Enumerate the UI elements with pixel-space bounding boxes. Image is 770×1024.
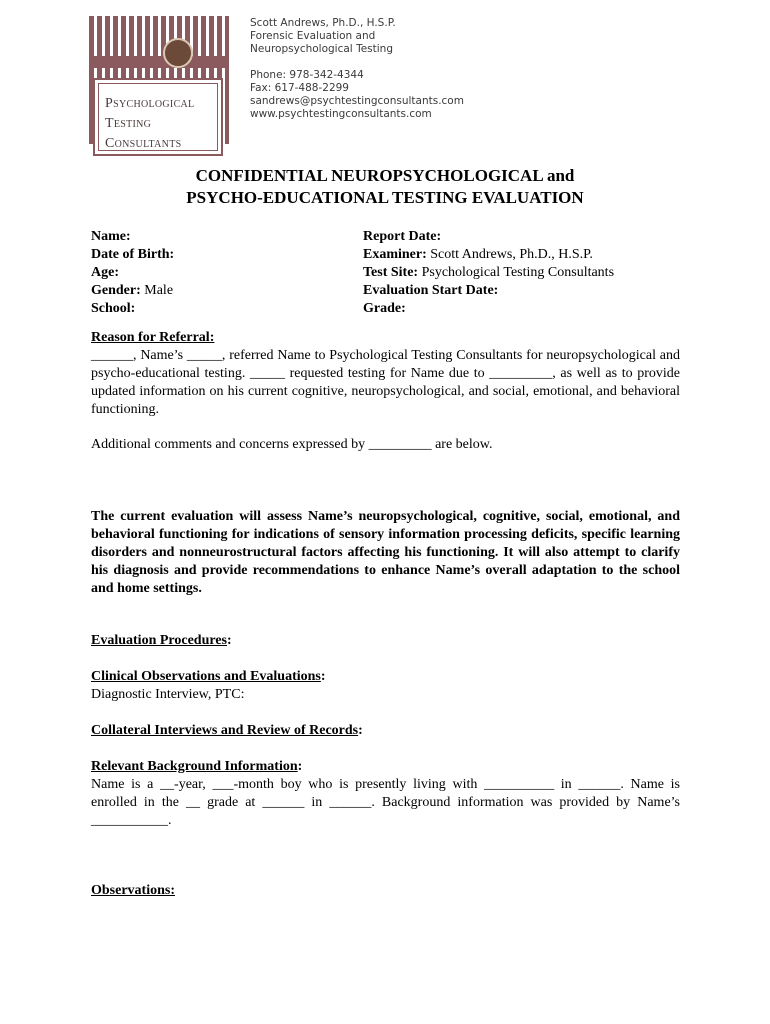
grade-label: Grade: <box>363 301 406 316</box>
report-date-label: Report Date: <box>363 229 442 244</box>
letterhead-title-1: Forensic Evaluation and <box>250 30 376 42</box>
gender-label: Gender: <box>91 283 141 298</box>
school-label: School: <box>91 301 136 316</box>
logo-ribbon <box>89 56 229 68</box>
background-section: Relevant Background Information: Name is a __-year, ___-month boy who is presently living with __________ in ______. Name is enrolled in the __ grade at ______ in ______. Background information was provided by Name’s ___________. <box>91 759 680 828</box>
clinical-text: Diagnostic Interview, PTC: <box>91 687 245 702</box>
examiner-value: Scott Andrews, Ph.D., H.S.P. <box>426 247 593 262</box>
letterhead-contact <box>250 69 464 121</box>
examiner-label: Examiner: <box>363 247 427 262</box>
referral-text: ______, Name’s _____, referred Name to Psychological Testing Consultants for neuropsychological and psycho-educational testing. _____ requested testing for Name due to _________, as well as to provide updated information on his current cognitive, neuropsychological, and social, emotional, and behavioral functioning. <box>91 348 680 417</box>
letterhead-identity <box>250 17 396 56</box>
referral-section <box>91 329 680 419</box>
client-info <box>91 228 174 318</box>
report-info <box>363 228 614 318</box>
procedures-heading-text: Evaluation Procedures <box>91 633 227 648</box>
background-text: Name is a __-year, ___-month boy who is presently living with __________ in ______. Name is enrolled in the __ grade at ______ in ______. Background information was provided by Name’s ___________. <box>91 777 680 828</box>
age-label: Age: <box>91 265 119 280</box>
gender-value: Male <box>140 283 174 298</box>
procedures-heading: Evaluation Procedures: <box>91 633 232 648</box>
observations-heading-text: Observations: <box>91 883 175 898</box>
assessment-statement: The current evaluation will assess Name’s neuropsychological, cognitive, social, emotional, and behavioral functioning for indications of sensory information processing deficits, specific learning disorders and nonneurostructural factors affecting his functioning. It will also attempt to clarify his diagnosis and provide recommendations to enhance Name’s overall adaptation to the school and home settings. <box>91 509 680 596</box>
company-logo <box>89 16 229 151</box>
test-site-label: Test Site: <box>363 265 419 280</box>
name-label: Name: <box>91 229 131 244</box>
logo-box <box>93 78 223 156</box>
background-heading: Relevant Background Information <box>91 759 298 774</box>
title-line-2: PSYCHO-EDUCATIONAL TESTING EVALUATION <box>186 188 584 207</box>
logo-text-line-1: Psychological <box>105 96 195 111</box>
eval-start-label: Evaluation Start Date: <box>363 283 499 298</box>
logo-text-line-2: Testing <box>105 116 152 131</box>
letterhead-website[interactable]: www.psychtestingconsultants.com <box>250 108 432 120</box>
letterhead-fax: Fax: 617-488-2299 <box>250 82 349 94</box>
logo-seal-icon <box>163 38 193 68</box>
logo-text-line-3: Consultants <box>105 136 182 151</box>
observations-heading <box>91 882 680 900</box>
clinical-section: Clinical Observations and Evaluations: Diagnostic Interview, PTC: <box>91 668 680 704</box>
letterhead-name: Scott Andrews, Ph.D., H.S.P. <box>250 17 396 29</box>
additional-comments: Additional comments and concerns expressed by _________ are below. <box>91 437 493 452</box>
document-title <box>0 165 770 209</box>
letterhead-email[interactable]: sandrews@psychtestingconsultants.com <box>250 95 464 107</box>
dob-label: Date of Birth: <box>91 247 175 262</box>
clinical-heading: Clinical Observations and Evaluations <box>91 669 321 684</box>
referral-heading: Reason for Referral: <box>91 330 215 345</box>
title-line-1: CONFIDENTIAL NEUROPSYCHOLOGICAL and <box>195 166 575 185</box>
collateral-heading-text: Collateral Interviews and Review of Records <box>91 723 359 738</box>
letterhead-phone: Phone: 978-342-4344 <box>250 69 364 81</box>
test-site-value: Psychological Testing Consultants <box>418 265 615 280</box>
collateral-heading: Collateral Interviews and Review of Records: <box>91 723 363 738</box>
letterhead-title-2: Neuropsychological Testing <box>250 43 393 55</box>
